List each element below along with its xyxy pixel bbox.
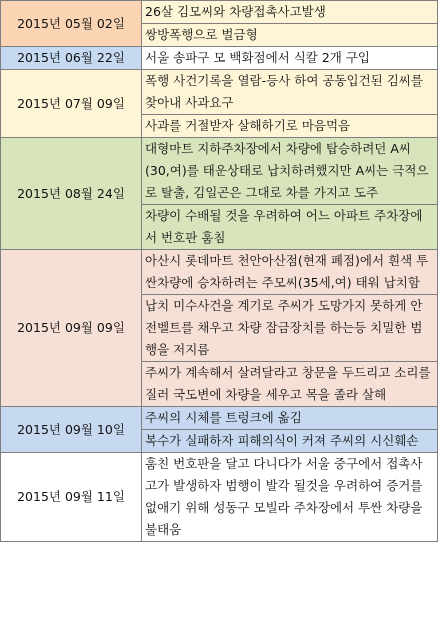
event-cell: 쌍방폭행으로 벌금형: [142, 24, 438, 47]
table-row: [1, 407, 438, 430]
date-cell: 2015년 06월 22일: [1, 47, 142, 70]
event-cell: 폭행 사건기록을 열람-등사 하여 공동입건된 김씨를 찾아내 사과요구: [142, 70, 438, 115]
table-row: [1, 138, 438, 205]
table-row: [1, 1, 438, 24]
date-cell: 2015년 09월 11일: [1, 453, 142, 542]
date-cell: 2015년 09월 10일: [1, 407, 142, 453]
table-row: [1, 70, 438, 115]
event-cell: 납치 미수사건을 계기로 주씨가 도망가지 못하게 안전벨트를 채우고 차량 잠금장치를 하는등 치밀한 범행을 저지름: [142, 295, 438, 362]
table-row: [1, 453, 438, 542]
event-cell: 복수가 실패하자 피해의식이 커져 주씨의 시신훼손: [142, 430, 438, 453]
date-cell: 2015년 05월 02일: [1, 1, 142, 47]
date-cell: 2015년 07월 09일: [1, 70, 142, 138]
event-cell: 사과를 거절받자 살해하기로 마음먹음: [142, 115, 438, 138]
event-cell: 주씨의 시체를 트렁크에 옮김: [142, 407, 438, 430]
event-cell: 서울 송파구 모 백화점에서 식칼 2개 구입: [142, 47, 438, 70]
table-row: [1, 250, 438, 295]
event-cell: 훔친 번호판을 달고 다니다가 서울 중구에서 접촉사고가 발생하자 범행이 발각 될것을 우려하여 증거를 없애기 위해 성동구 모빌라 주차장에서 투싼 차량을 불태움: [142, 453, 438, 542]
event-cell: 대형마트 지하주차장에서 차량에 탑승하려던 A씨(30,여)를 태운상태로 납치하려했지만 A씨는 극적으로 탈출, 김일곤은 그대로 차를 가지고 도주: [142, 138, 438, 205]
date-cell: 2015년 09월 09일: [1, 250, 142, 407]
event-cell: 주씨가 계속해서 살려달라고 창문을 두드리고 소리를 질러 국도변에 차량을 세우고 목을 졸라 살해: [142, 362, 438, 407]
table-row: [1, 47, 438, 70]
event-cell: 차량이 수배될 것을 우려하여 어느 아파트 주차장에서 번호판 훔침: [142, 205, 438, 250]
date-cell: 2015년 08월 24일: [1, 138, 142, 250]
event-cell: 아산시 롯데마트 천안아산점(현재 폐점)에서 흰색 투싼차량에 승차하려는 주모씨(35세,여) 태워 납치함: [142, 250, 438, 295]
event-cell: 26살 김모씨와 차량접촉사고발생: [142, 1, 438, 24]
